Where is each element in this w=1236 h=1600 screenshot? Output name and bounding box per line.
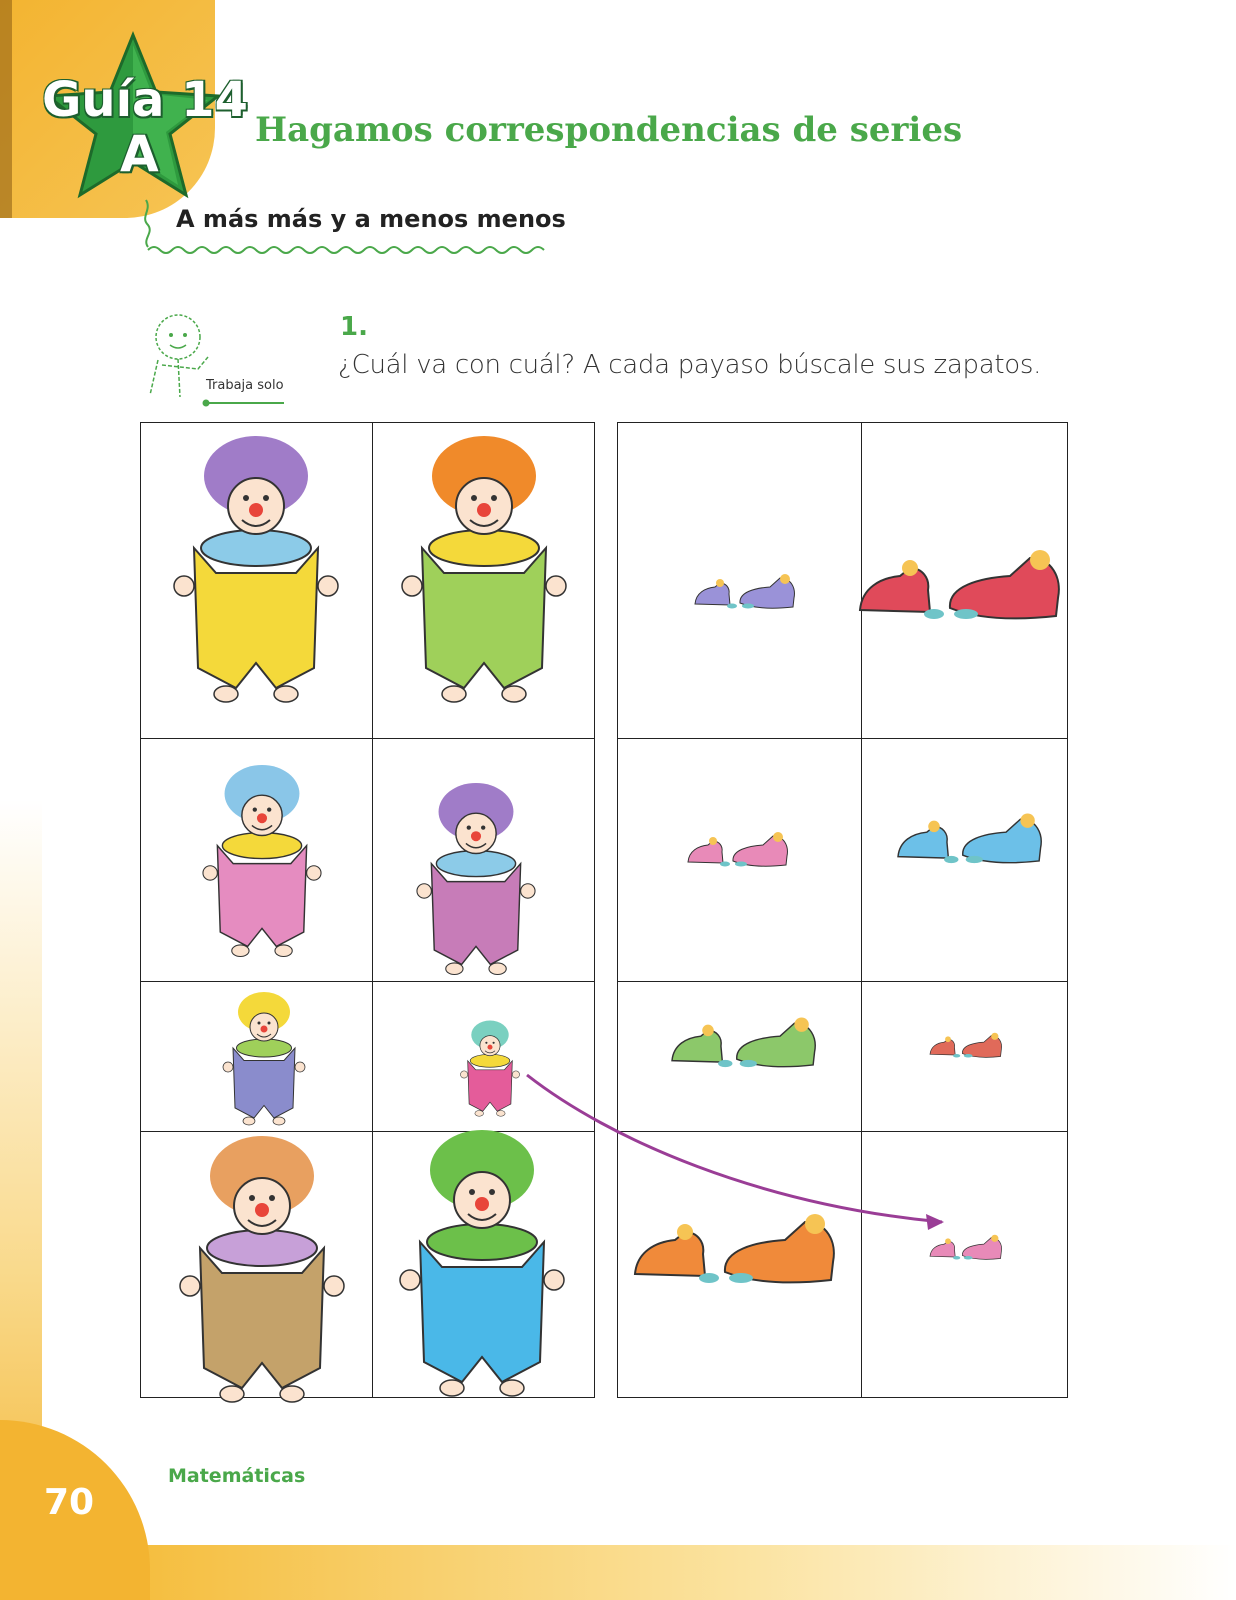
shoe-pair — [695, 574, 794, 609]
shoe-pair — [898, 813, 1041, 863]
shoe-pair — [930, 1033, 1002, 1058]
clown-figure — [402, 436, 566, 702]
shoe-pair — [860, 550, 1059, 619]
clown-figure — [417, 783, 535, 975]
shoe-pair — [688, 832, 787, 867]
page-title: Hagamos correspondencias de series — [255, 110, 963, 150]
clown-figure — [180, 1136, 344, 1402]
clown-figure — [400, 1130, 564, 1396]
shoe-pair — [672, 1017, 815, 1067]
page-number: 70 — [44, 1482, 95, 1523]
arrow-head-icon — [926, 1214, 944, 1230]
activity-number: 1. — [340, 312, 368, 342]
shoe-pair — [930, 1235, 1002, 1260]
clown-figure — [174, 436, 338, 702]
activity-instruction: ¿Cuál va con cuál? A cada payaso búscale sus zapatos. — [338, 350, 1042, 380]
page-subtitle: A más más y a menos menos — [176, 205, 566, 233]
guide-label: Guía 14 — [42, 72, 248, 128]
shoe-pair — [635, 1214, 834, 1283]
example-arrow — [527, 1075, 942, 1222]
footer-subject: Matemáticas — [168, 1465, 306, 1487]
clown-figure — [223, 992, 305, 1125]
clown-figure — [203, 765, 321, 957]
clown-figure — [460, 1020, 519, 1116]
guide-letter: A — [120, 125, 159, 183]
work-mode-label: Trabaja solo — [206, 378, 284, 393]
